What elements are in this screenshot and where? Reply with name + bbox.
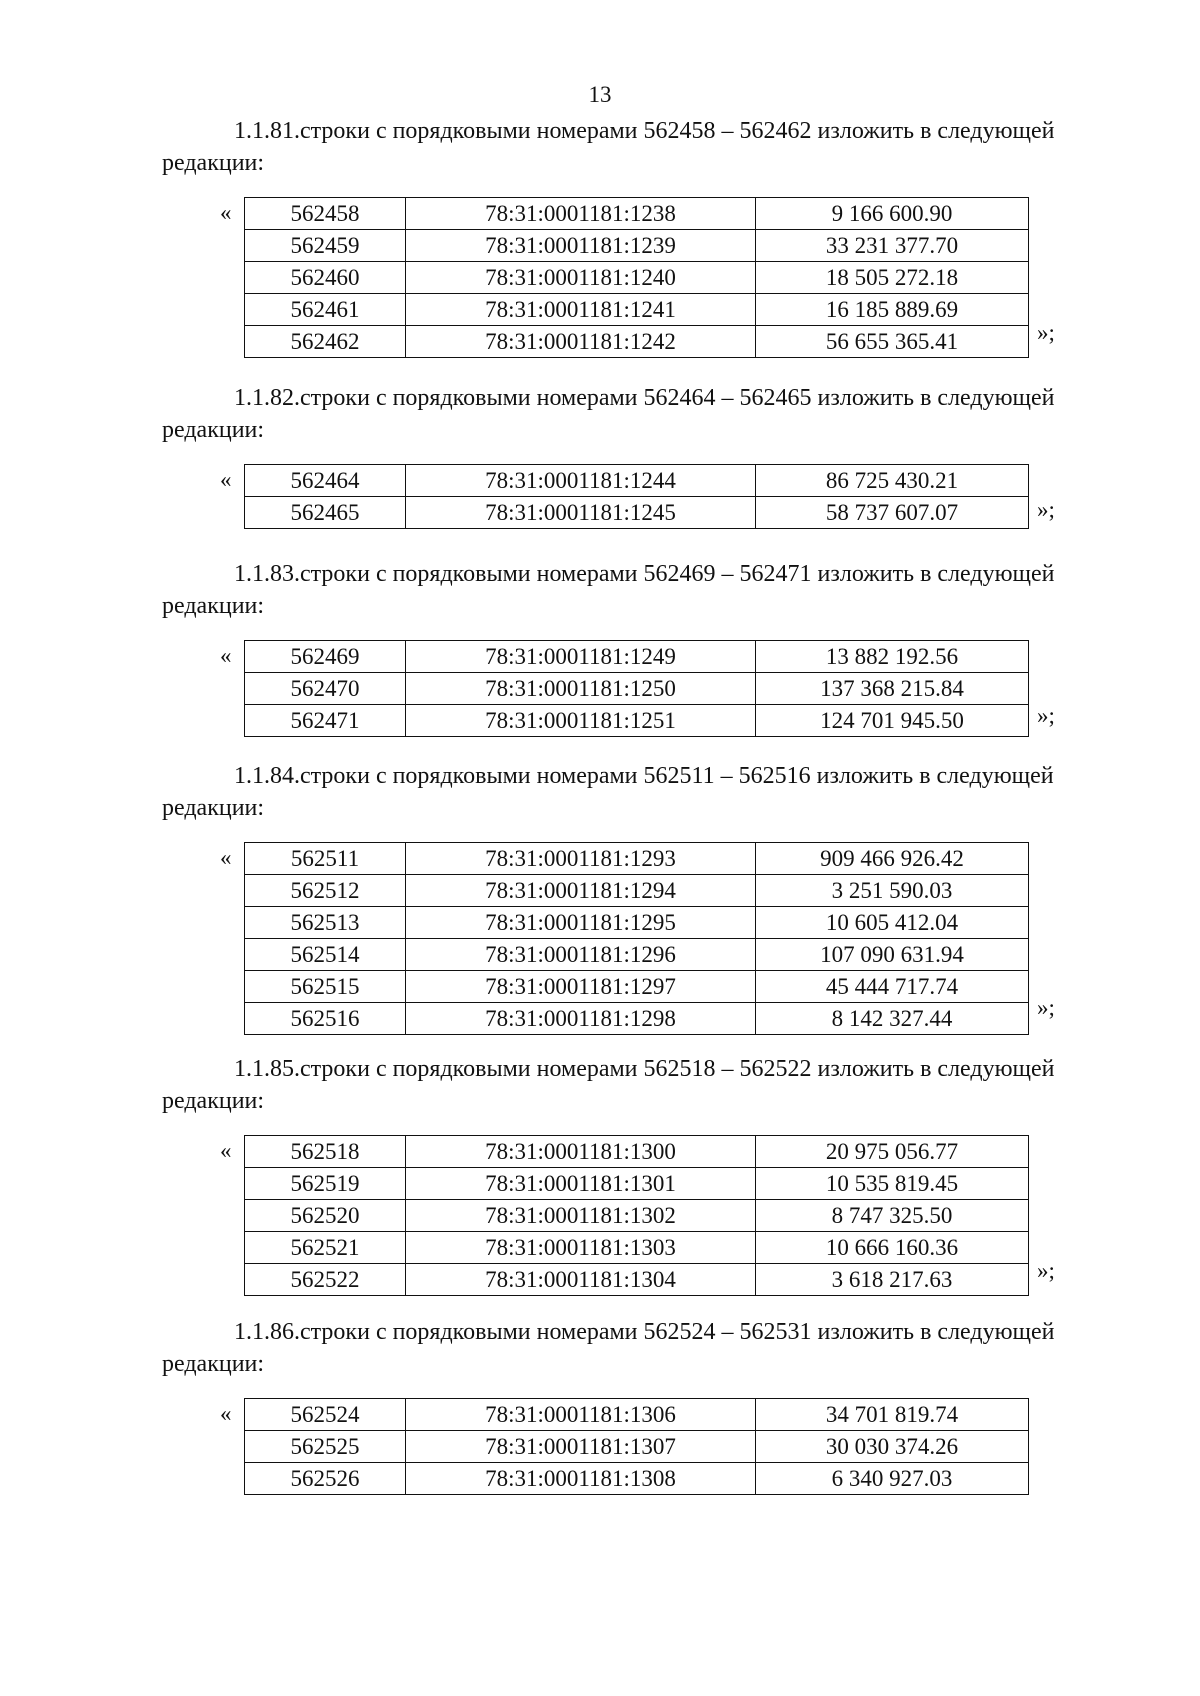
table-row: [245, 1003, 1029, 1035]
table-row: [245, 294, 1029, 326]
clause-heading: 1.1.85.строки с порядковыми номерами 562518 – 562522 изложить в следующей: [234, 1056, 1055, 1082]
row-number-cell: 562522: [245, 1264, 406, 1296]
clause-heading: 1.1.82.строки с порядковыми номерами 562464 – 562465 изложить в следующей: [234, 385, 1055, 411]
cadastral-number-cell: 78:31:0001181:1301: [406, 1168, 756, 1200]
cadastral-number-cell: 78:31:0001181:1307: [406, 1431, 756, 1463]
value-cell: 45 444 717.74: [756, 971, 1029, 1003]
cadastral-number-cell: 78:31:0001181:1306: [406, 1399, 756, 1431]
clause-section: [162, 115, 1130, 358]
table-row: [245, 230, 1029, 262]
value-cell: 86 725 430.21: [756, 465, 1029, 497]
cadastral-number-cell: 78:31:0001181:1250: [406, 673, 756, 705]
row-number-cell: 562461: [245, 294, 406, 326]
row-number-cell: 562518: [245, 1136, 406, 1168]
value-cell: 10 605 412.04: [756, 907, 1029, 939]
table-block: [162, 1135, 1130, 1296]
opening-quote: «: [220, 200, 232, 225]
table-row: [245, 1168, 1029, 1200]
row-number-cell: 562515: [245, 971, 406, 1003]
cadastral-number-cell: 78:31:0001181:1293: [406, 843, 756, 875]
clause-heading-continuation: редакции:: [162, 1088, 265, 1114]
closing-quote: »;: [1037, 703, 1055, 728]
clause-heading-continuation: редакции:: [162, 1351, 265, 1377]
clause-heading-continuation: редакции:: [162, 417, 265, 443]
row-number-cell: 562512: [245, 875, 406, 907]
table-row: [245, 497, 1029, 529]
value-cell: 909 466 926.42: [756, 843, 1029, 875]
row-number-cell: 562511: [245, 843, 406, 875]
value-cell: 10 535 819.45: [756, 1168, 1029, 1200]
cadastral-number-cell: 78:31:0001181:1298: [406, 1003, 756, 1035]
clause-section: [162, 558, 1130, 737]
table-row: [245, 875, 1029, 907]
value-cell: 18 505 272.18: [756, 262, 1029, 294]
table-row: [245, 971, 1029, 1003]
value-cell: 20 975 056.77: [756, 1136, 1029, 1168]
clause-section: [162, 1053, 1130, 1296]
table-block: [162, 464, 1130, 529]
table-row: [245, 198, 1029, 230]
cadastral-number-cell: 78:31:0001181:1238: [406, 198, 756, 230]
table-row: [245, 1463, 1029, 1495]
row-number-cell: 562521: [245, 1232, 406, 1264]
clause-section: [162, 1316, 1130, 1495]
value-cell: 3 251 590.03: [756, 875, 1029, 907]
data-table: [244, 1135, 1029, 1296]
value-cell: 8 142 327.44: [756, 1003, 1029, 1035]
clause-heading-continuation: редакции:: [162, 795, 265, 821]
table-row: [245, 843, 1029, 875]
row-number-cell: 562462: [245, 326, 406, 358]
opening-quote: «: [220, 1138, 232, 1163]
opening-quote: «: [220, 1401, 232, 1426]
closing-quote: »;: [1037, 497, 1055, 522]
table-block: [162, 842, 1130, 1035]
value-cell: 30 030 374.26: [756, 1431, 1029, 1463]
table-row: [245, 1399, 1029, 1431]
data-table: [244, 197, 1029, 358]
table-row: [245, 1431, 1029, 1463]
value-cell: 33 231 377.70: [756, 230, 1029, 262]
table-block: [162, 197, 1130, 358]
cadastral-number-cell: 78:31:0001181:1249: [406, 641, 756, 673]
table-row: [245, 465, 1029, 497]
value-cell: 58 737 607.07: [756, 497, 1029, 529]
row-number-cell: 562526: [245, 1463, 406, 1495]
value-cell: 13 882 192.56: [756, 641, 1029, 673]
cadastral-number-cell: 78:31:0001181:1303: [406, 1232, 756, 1264]
value-cell: 8 747 325.50: [756, 1200, 1029, 1232]
row-number-cell: 562513: [245, 907, 406, 939]
table-block: [162, 640, 1130, 737]
page-number: 13: [588, 82, 612, 107]
table-row: [245, 907, 1029, 939]
row-number-cell: 562470: [245, 673, 406, 705]
table-row: [245, 705, 1029, 737]
row-number-cell: 562465: [245, 497, 406, 529]
row-number-cell: 562459: [245, 230, 406, 262]
clause-heading-continuation: редакции:: [162, 593, 265, 619]
value-cell: 34 701 819.74: [756, 1399, 1029, 1431]
table-row: [245, 673, 1029, 705]
cadastral-number-cell: 78:31:0001181:1304: [406, 1264, 756, 1296]
cadastral-number-cell: 78:31:0001181:1242: [406, 326, 756, 358]
row-number-cell: 562471: [245, 705, 406, 737]
clause-section: [162, 760, 1130, 1035]
closing-quote: »;: [1037, 320, 1055, 345]
clause-heading: 1.1.86.строки с порядковыми номерами 562524 – 562531 изложить в следующей: [234, 1319, 1055, 1345]
cadastral-number-cell: 78:31:0001181:1240: [406, 262, 756, 294]
value-cell: 3 618 217.63: [756, 1264, 1029, 1296]
value-cell: 56 655 365.41: [756, 326, 1029, 358]
clause-heading: 1.1.84.строки с порядковыми номерами 562511 – 562516 изложить в следующей: [234, 763, 1054, 789]
row-number-cell: 562525: [245, 1431, 406, 1463]
value-cell: 124 701 945.50: [756, 705, 1029, 737]
value-cell: 9 166 600.90: [756, 198, 1029, 230]
data-table: [244, 464, 1029, 529]
row-number-cell: 562464: [245, 465, 406, 497]
clause-heading: 1.1.81.строки с порядковыми номерами 562458 – 562462 изложить в следующей: [234, 118, 1055, 144]
row-number-cell: 562516: [245, 1003, 406, 1035]
table-row: [245, 641, 1029, 673]
row-number-cell: 562520: [245, 1200, 406, 1232]
value-cell: 16 185 889.69: [756, 294, 1029, 326]
opening-quote: «: [220, 467, 232, 492]
closing-quote: »;: [1037, 1258, 1055, 1283]
cadastral-number-cell: 78:31:0001181:1239: [406, 230, 756, 262]
value-cell: 107 090 631.94: [756, 939, 1029, 971]
clause-section: [162, 382, 1130, 529]
table-row: [245, 1264, 1029, 1296]
opening-quote: «: [220, 845, 232, 870]
clause-heading: 1.1.83.строки с порядковыми номерами 562469 – 562471 изложить в следующей: [234, 561, 1055, 587]
cadastral-number-cell: 78:31:0001181:1296: [406, 939, 756, 971]
row-number-cell: 562519: [245, 1168, 406, 1200]
data-table: [244, 842, 1029, 1035]
table-row: [245, 262, 1029, 294]
table-block: [162, 1398, 1130, 1495]
closing-quote: »;: [1037, 995, 1055, 1020]
value-cell: 10 666 160.36: [756, 1232, 1029, 1264]
value-cell: 137 368 215.84: [756, 673, 1029, 705]
cadastral-number-cell: 78:31:0001181:1297: [406, 971, 756, 1003]
table-row: [245, 326, 1029, 358]
value-cell: 6 340 927.03: [756, 1463, 1029, 1495]
table-row: [245, 939, 1029, 971]
cadastral-number-cell: 78:31:0001181:1308: [406, 1463, 756, 1495]
cadastral-number-cell: 78:31:0001181:1244: [406, 465, 756, 497]
row-number-cell: 562524: [245, 1399, 406, 1431]
cadastral-number-cell: 78:31:0001181:1241: [406, 294, 756, 326]
data-table: [244, 1398, 1029, 1495]
row-number-cell: 562460: [245, 262, 406, 294]
cadastral-number-cell: 78:31:0001181:1302: [406, 1200, 756, 1232]
row-number-cell: 562514: [245, 939, 406, 971]
opening-quote: «: [220, 643, 232, 668]
table-row: [245, 1200, 1029, 1232]
clause-heading-continuation: редакции:: [162, 150, 265, 176]
data-table: [244, 640, 1029, 737]
row-number-cell: 562469: [245, 641, 406, 673]
cadastral-number-cell: 78:31:0001181:1294: [406, 875, 756, 907]
table-row: [245, 1232, 1029, 1264]
cadastral-number-cell: 78:31:0001181:1245: [406, 497, 756, 529]
cadastral-number-cell: 78:31:0001181:1300: [406, 1136, 756, 1168]
cadastral-number-cell: 78:31:0001181:1251: [406, 705, 756, 737]
table-row: [245, 1136, 1029, 1168]
cadastral-number-cell: 78:31:0001181:1295: [406, 907, 756, 939]
row-number-cell: 562458: [245, 198, 406, 230]
